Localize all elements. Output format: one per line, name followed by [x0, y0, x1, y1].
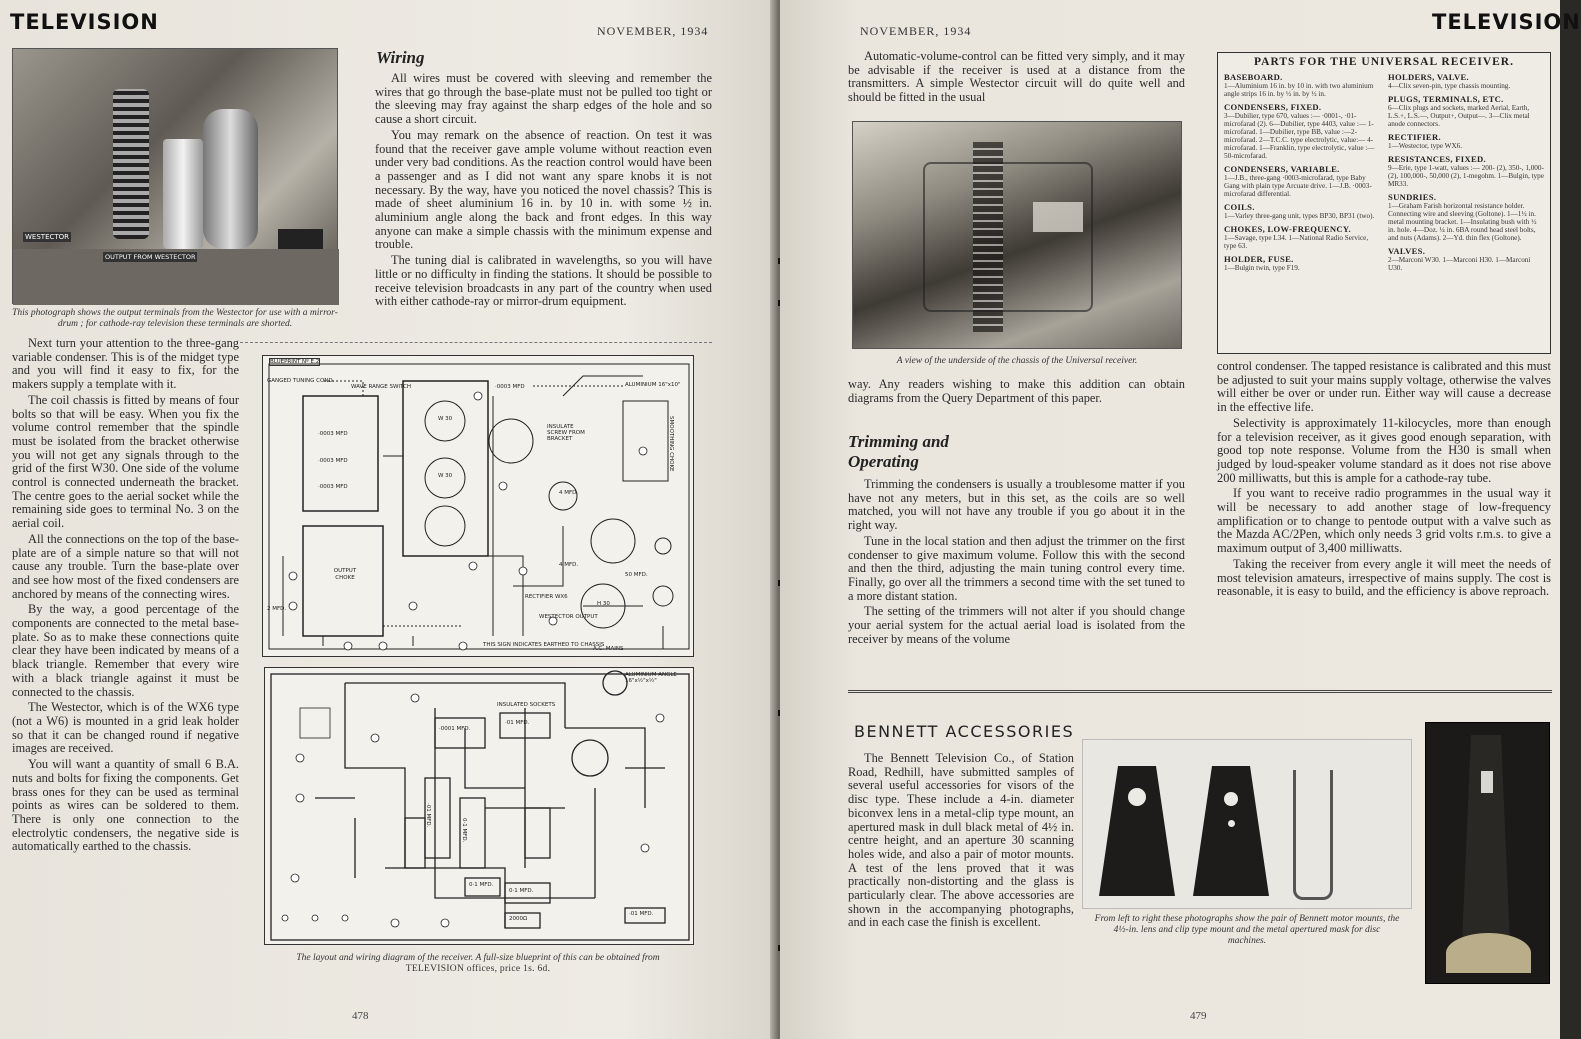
chassis-caption: A view of the underside of the chassis of the Universal receiver. — [896, 356, 1138, 366]
layout-diagram — [262, 355, 694, 657]
photo-wiring — [923, 162, 1093, 312]
diagram-label: W 30 — [438, 473, 453, 479]
diagram-label: INSULATE SCREW FROM BRACKET — [547, 424, 585, 442]
parts-column — [1388, 72, 1544, 276]
parts-heading: CONDENSERS, VARIABLE. — [1224, 164, 1340, 174]
mask-base — [1446, 933, 1531, 973]
parts-items: 6—Clix plugs and sockets, marked Aerial, Earth, L.S.+, L.S.—, Output+, Output—. 3—Clix metal anode connectors. — [1388, 104, 1530, 128]
mount-hole — [1224, 792, 1238, 806]
paragraph: You may remark on the absence of reaction. On test it was found that the receiver gave ample volume without reaction even under very bad conditions. As the reaction control would have been a passenger and as I did not want any spare knobs it is not necessary. By the way, have you noticed the novel chassis? This is made of sheet aluminium 16 in. by 10 in. with some ½ in. aluminium angle along the back and front edges. In this way anyone can make a simple chassis with the minimum expense and trouble. — [375, 127, 712, 252]
photo-valve — [113, 89, 149, 239]
diagram-label: ALUMINIUM 16"x10" — [625, 382, 681, 388]
layout-diagram-svg — [263, 356, 695, 658]
diagram-label: W 30 — [438, 416, 453, 422]
way-text — [848, 378, 1185, 407]
motor-mount-image — [1193, 766, 1269, 896]
avc-text — [848, 50, 1185, 107]
diagram-label: INSULATED SOCKETS — [497, 702, 556, 708]
diagram-label: OUTPUT CHOKE — [333, 568, 357, 581]
heading-line: Trimming and — [848, 432, 949, 451]
underside-diagram — [264, 667, 694, 945]
wiring-heading: Wiring — [376, 48, 425, 67]
paragraph: The Bennett Television Co., of Station Road, Redhill, have submitted samples of several useful accessories for visors of the disc type. These include a 4-in. diameter biconvex lens in a metal-clip type mount, an apertured mask in dull black metal of 4½ in. centre height, and an aperture 30 scanning holes wide, and also a pair of motor mounts. A test of the lens proved that it was practically non-distorting and the glass is particularly clear. The above accessories are shown in the accompanying photographs, and in each case the finish is excellent. — [848, 751, 1074, 930]
diagram-label: 50 MFD. — [625, 572, 648, 578]
parts-section — [1388, 192, 1544, 242]
parts-section — [1224, 164, 1380, 198]
diagram-label: SMOOTHING CHOKE — [668, 416, 674, 472]
parts-section — [1388, 246, 1544, 272]
diagram-label: ·0003 MFD — [318, 484, 348, 490]
wiring-text — [375, 72, 712, 311]
diagram-label: RECTIFIER WX6 — [525, 594, 568, 600]
parts-section — [1224, 72, 1380, 98]
diagram-label: GANGED TUNING COND. — [267, 378, 335, 384]
parts-section — [1388, 132, 1544, 150]
diagram-label: ·0003 MFD — [495, 384, 525, 390]
diagram-caption — [243, 953, 713, 975]
diagram-label: ·0003 MFD — [318, 458, 348, 464]
parts-items: 2—Marconi W30. 1—Marconi H30. 1—Marconi U30. — [1388, 256, 1531, 272]
parts-heading: COILS. — [1224, 202, 1255, 212]
parts-section — [1388, 154, 1544, 188]
paragraph: The tuning dial is calibrated in wavelengths, so you will have little or no difficulty in finding the stations. It should be possible to receive television broadcasts in any part of the country when used with either cathode-ray or mirror-drum equipment. — [375, 253, 712, 309]
paragraph: Trimming the condensers is usually a troublesome matter if you have not any meters, but in this set, as the coils are so well matched, you will not have any trouble if you go about it in the right way. — [848, 477, 1185, 533]
diagram-label: BLUEPRINT Nº E.2 — [270, 359, 320, 365]
parts-heading: SUNDRIES. — [1388, 192, 1437, 202]
paragraph: By the way, a good percentage of the components are connected to the metal base-plate. So as to make these connections quite clear they have been indicated by means of a black triangle. Remember that every wire with a black triangle against it must be connected to the chassis. — [12, 602, 239, 699]
motor-mount-image — [1099, 766, 1175, 896]
right-column-text — [1217, 360, 1551, 601]
diagram-label: ·0001 MFD. — [439, 726, 471, 732]
diagram-label: 2 MFD. — [267, 606, 287, 612]
paragraph: You will want a quantity of small 6 B.A. nuts and bolts for fixing the components. Get brass ones for they can be used as terminal points as wires can be soldered to them. There is only one connection to the electrolytic condensers, the negative side is automatically earthed to the chassis. — [12, 757, 239, 854]
parts-section — [1388, 94, 1544, 128]
diagram-caption-line: The layout and wiring diagram of the receiver. A full-size blueprint of this can be obtained from — [296, 953, 660, 963]
page-number-left: 478 — [352, 1010, 369, 1022]
page-number-right: 479 — [1190, 1010, 1207, 1022]
parts-heading: CONDENSERS, FIXED. — [1224, 102, 1322, 112]
mount-hole — [1128, 788, 1146, 806]
parts-heading: BASEBOARD. — [1224, 72, 1283, 82]
paragraph: Taking the receiver from every angle it will meet the needs of most television amateurs, irrespective of mains supply. The cost is reasonable, it is easy to build, and the efficiency is above reproach. — [1217, 556, 1551, 599]
bennett-text — [848, 752, 1074, 932]
diagram-label: THIS SIGN INDICATES EARTHED TO CHASSIS — [483, 642, 605, 648]
diagram-caption-line: TELEVISION offices, price 1s. 6d. — [405, 964, 551, 974]
parts-heading: HOLDERS, VALVE. — [1388, 72, 1469, 82]
diagram-label: ·01 MFD. — [629, 911, 654, 917]
aperture-mask-photo — [1425, 722, 1550, 984]
parts-items: 3—Dubilier, type 670, values :— ·0001-, ·01-microfarad (2). 6—Dubilier, type 4403, value :— 1-microfarad. 1—Dubilier, type BB, value :—2-microfarad. 2—T.C.C. type electrolytic, value:— 4-microfarad. 1—Franklin, type electrolytic, value :—50-microfarad. — [1224, 112, 1375, 160]
parts-heading: VALVES. — [1388, 246, 1426, 256]
underside-diagram-svg — [265, 668, 695, 946]
photo-valve — [163, 139, 203, 249]
masthead-right: TELEVISION — [1432, 10, 1581, 34]
photo-label: OUTPUT FROM WESTECTOR — [105, 253, 196, 261]
mount-hole — [1228, 820, 1235, 827]
parts-items: 9—Erie, type 1-watt, values :— 200- (2), 350-, 1,000- (2), 100,000-, 50,000 (2), 1-megohm. 1—Bulgin, type MR33. — [1388, 164, 1544, 188]
diagram-label: 0·1 MFD. — [461, 818, 467, 843]
paragraph: The coil chassis is fitted by means of four bolts so that will be easy. When you fix the volume control remember that the spindle must be isolated from the bracket otherwise you will not get any signals through to the grid of the first W30. One side of the volume control is connected underneath the bracket. The centre goes to the aerial socket while the remaining side goes to terminal No. 3 on the aerial coil. — [12, 392, 239, 531]
diagram-label: ·01 MFD. — [505, 720, 530, 726]
diagram-label: ·0003 MFD — [318, 431, 348, 437]
diagram-label: 4 MFD. — [559, 562, 579, 568]
trimming-text — [848, 478, 1185, 648]
parts-items: 1—Aluminium 16 in. by 10 in. with two aluminium angle strips 16 in. by ½ in. by ½ in. — [1224, 82, 1374, 98]
date-right: NOVEMBER, 1934 — [860, 24, 972, 38]
photo-caption: This photograph shows the output terminals from the Westector for use with a mirror-drum ; for cathode-ray television these terminals are shorted. — [12, 308, 338, 329]
diagram-label: H 30 — [597, 601, 610, 607]
section-rule — [240, 342, 712, 343]
bennett-photo — [1082, 739, 1412, 909]
photo-valve — [203, 109, 258, 249]
parts-title: PARTS FOR THE UNIVERSAL RECEIVER. — [1254, 56, 1514, 68]
paragraph: All wires must be covered with sleeving and remember the wires that go through the base-plate must not be pulled too tight or the sleeving may fray against the sharp edges of the hole and so cause a short circuit. — [375, 71, 712, 127]
photo-component — [973, 142, 1003, 332]
parts-heading: PLUGS, TERMINALS, ETC. — [1388, 94, 1504, 104]
parts-list — [1217, 52, 1551, 354]
parts-section — [1224, 102, 1380, 160]
parts-heading: HOLDER, FUSE. — [1224, 254, 1294, 264]
parts-section — [1224, 202, 1380, 220]
left-column-text — [12, 337, 239, 856]
parts-heading: RESISTANCES, FIXED. — [1388, 154, 1486, 164]
diagram-label: 0·1 MFD. — [509, 888, 534, 894]
bennett-caption: From left to right these photographs show the pair of Bennett motor mounts, the 4½-in. lens and clip type mount and the metal apertured mask for disc machines. — [1094, 914, 1400, 946]
diagram-label: 4 MFD. — [559, 490, 579, 496]
diagram-label: WAVE RANGE SWITCH — [351, 384, 412, 390]
parts-section — [1224, 254, 1380, 272]
diagram-label: ALUMINIUM ANGLE 16"x½"x½" — [625, 672, 677, 684]
parts-items: 1—Westector, type WX6. — [1388, 142, 1463, 150]
diagram-label: 0·1 MFD. — [469, 882, 494, 888]
paragraph: All the connections on the top of the base-plate are of a simple nature so that will not cause any trouble. Turn the base-plate over and see how most of the fixed condensers are anchored by means of the connecting wires. — [12, 531, 239, 601]
parts-items: 1—Savage, type L34. 1—National Radio Service, type 63. — [1224, 234, 1369, 250]
heading-line: Operating — [848, 452, 919, 471]
photo-component — [1033, 202, 1083, 232]
parts-column — [1224, 72, 1380, 276]
parts-items: 1—Bulgin twin, type F19. — [1224, 264, 1300, 272]
parts-items: 4—Clix seven-pin, type chassis mounting. — [1388, 82, 1511, 90]
parts-heading: CHOKES, LOW-FREQUENCY. — [1224, 224, 1352, 234]
paragraph: The Westector, which is of the WX6 type (not a W6) is mounted in a grid leak holder so that it can be changed round if negative images are received. — [12, 700, 239, 756]
paragraph: Tune in the local station and then adjust the trimmer on the first condenser to give maximum volume. Follow this with the second and then the third, adjusting the main tuning control every time. Finally, go over all the trimmers a second time with the set tuned to a more distant station. — [848, 533, 1185, 603]
parts-items: 1—J.B., three-gang ·0003-microfarad, type Baby Gang with plain type Arcuate drive. 1—J.B. ·0003-microfarad differential. — [1224, 174, 1372, 198]
right-page — [780, 0, 1581, 1039]
parts-section — [1388, 72, 1544, 90]
diagram-label: ·01 MFD. — [425, 803, 431, 828]
bennett-title: BENNETT ACCESSORIES — [854, 722, 1075, 741]
parts-section — [1224, 224, 1380, 250]
paragraph: Next turn your attention to the three-gang variable condenser. This is of the midget type and you will find it easy to fix, for the makers supply a template with it. — [12, 336, 239, 392]
parts-items: 1—Varley three-gang unit, types BP30, BP31 (two). — [1224, 212, 1375, 220]
paragraph: control condenser. The tapped resistance is calibrated and this must be adjusted to suit your mains supply voltage, otherwise the valves will either be over or under run. Either way will cause a decrease in the effective life. — [1217, 359, 1551, 415]
trimming-heading — [848, 432, 949, 472]
masthead-left: TELEVISION — [10, 10, 159, 34]
westector-photo — [12, 48, 338, 304]
parts-items: 1—Graham Farish horizontal resistance holder. Connecting wire and sleeving (Goltone). 1—1½ in. metal mounting bracket. 1—Insulating bush with ½ in. hole. 4—Doz. ¼ in. 6BA round head steel bolts, and nuts (Adams). 2—Yd. thin flex (Goltone). — [1388, 202, 1537, 242]
mask-aperture — [1481, 771, 1493, 793]
diagram-label: WESTECTOR OUTPUT — [539, 614, 598, 620]
paragraph: The setting of the trimmers will not alter if you should change your aerial system for the actual aerial load is isolated from the receiver by means of the volume — [848, 604, 1185, 646]
paragraph: Selectivity is approximately 11-kilocycles, more than enough for a television receiver, as it gives good enough separation, with good top note response. Volume from the H30 is small when judged by loud-speaker volume standard as it does not rise above 200 milliwatts, but this is ample for a cathode-ray tube. — [1217, 415, 1551, 485]
parts-heading: RECTIFIER. — [1388, 132, 1441, 142]
paragraph: way. Any readers wishing to make this addition can obtain diagrams from the Query Department of this paper. — [848, 377, 1185, 405]
left-page — [0, 0, 778, 1039]
chassis-photo — [852, 121, 1182, 349]
diagram-label: 2000Ω — [509, 916, 528, 922]
date-left: NOVEMBER, 1934 — [597, 24, 709, 38]
photo-label: WESTECTOR — [25, 233, 70, 241]
paragraph: Automatic-volume-control can be fitted very simply, and it may be advisable if the receiver is used at a distance from the transmitters. A simple Westector circuit will do quite well and should be fitted in the usual — [848, 49, 1185, 105]
paragraph: If you want to receive radio programmes in the usual way it will be necessary to add another stage of low-frequency amplification or to change to pentode output with a valve such as the Mazda AC/2Pen, which only needs 3 grid volts r.m.s. to give a maximum output of 3,400 milliwatts. — [1217, 486, 1551, 556]
diagram-label: A.C. MAINS — [593, 646, 624, 652]
section-divider — [848, 690, 1552, 693]
lens-clip-image — [1293, 770, 1333, 900]
